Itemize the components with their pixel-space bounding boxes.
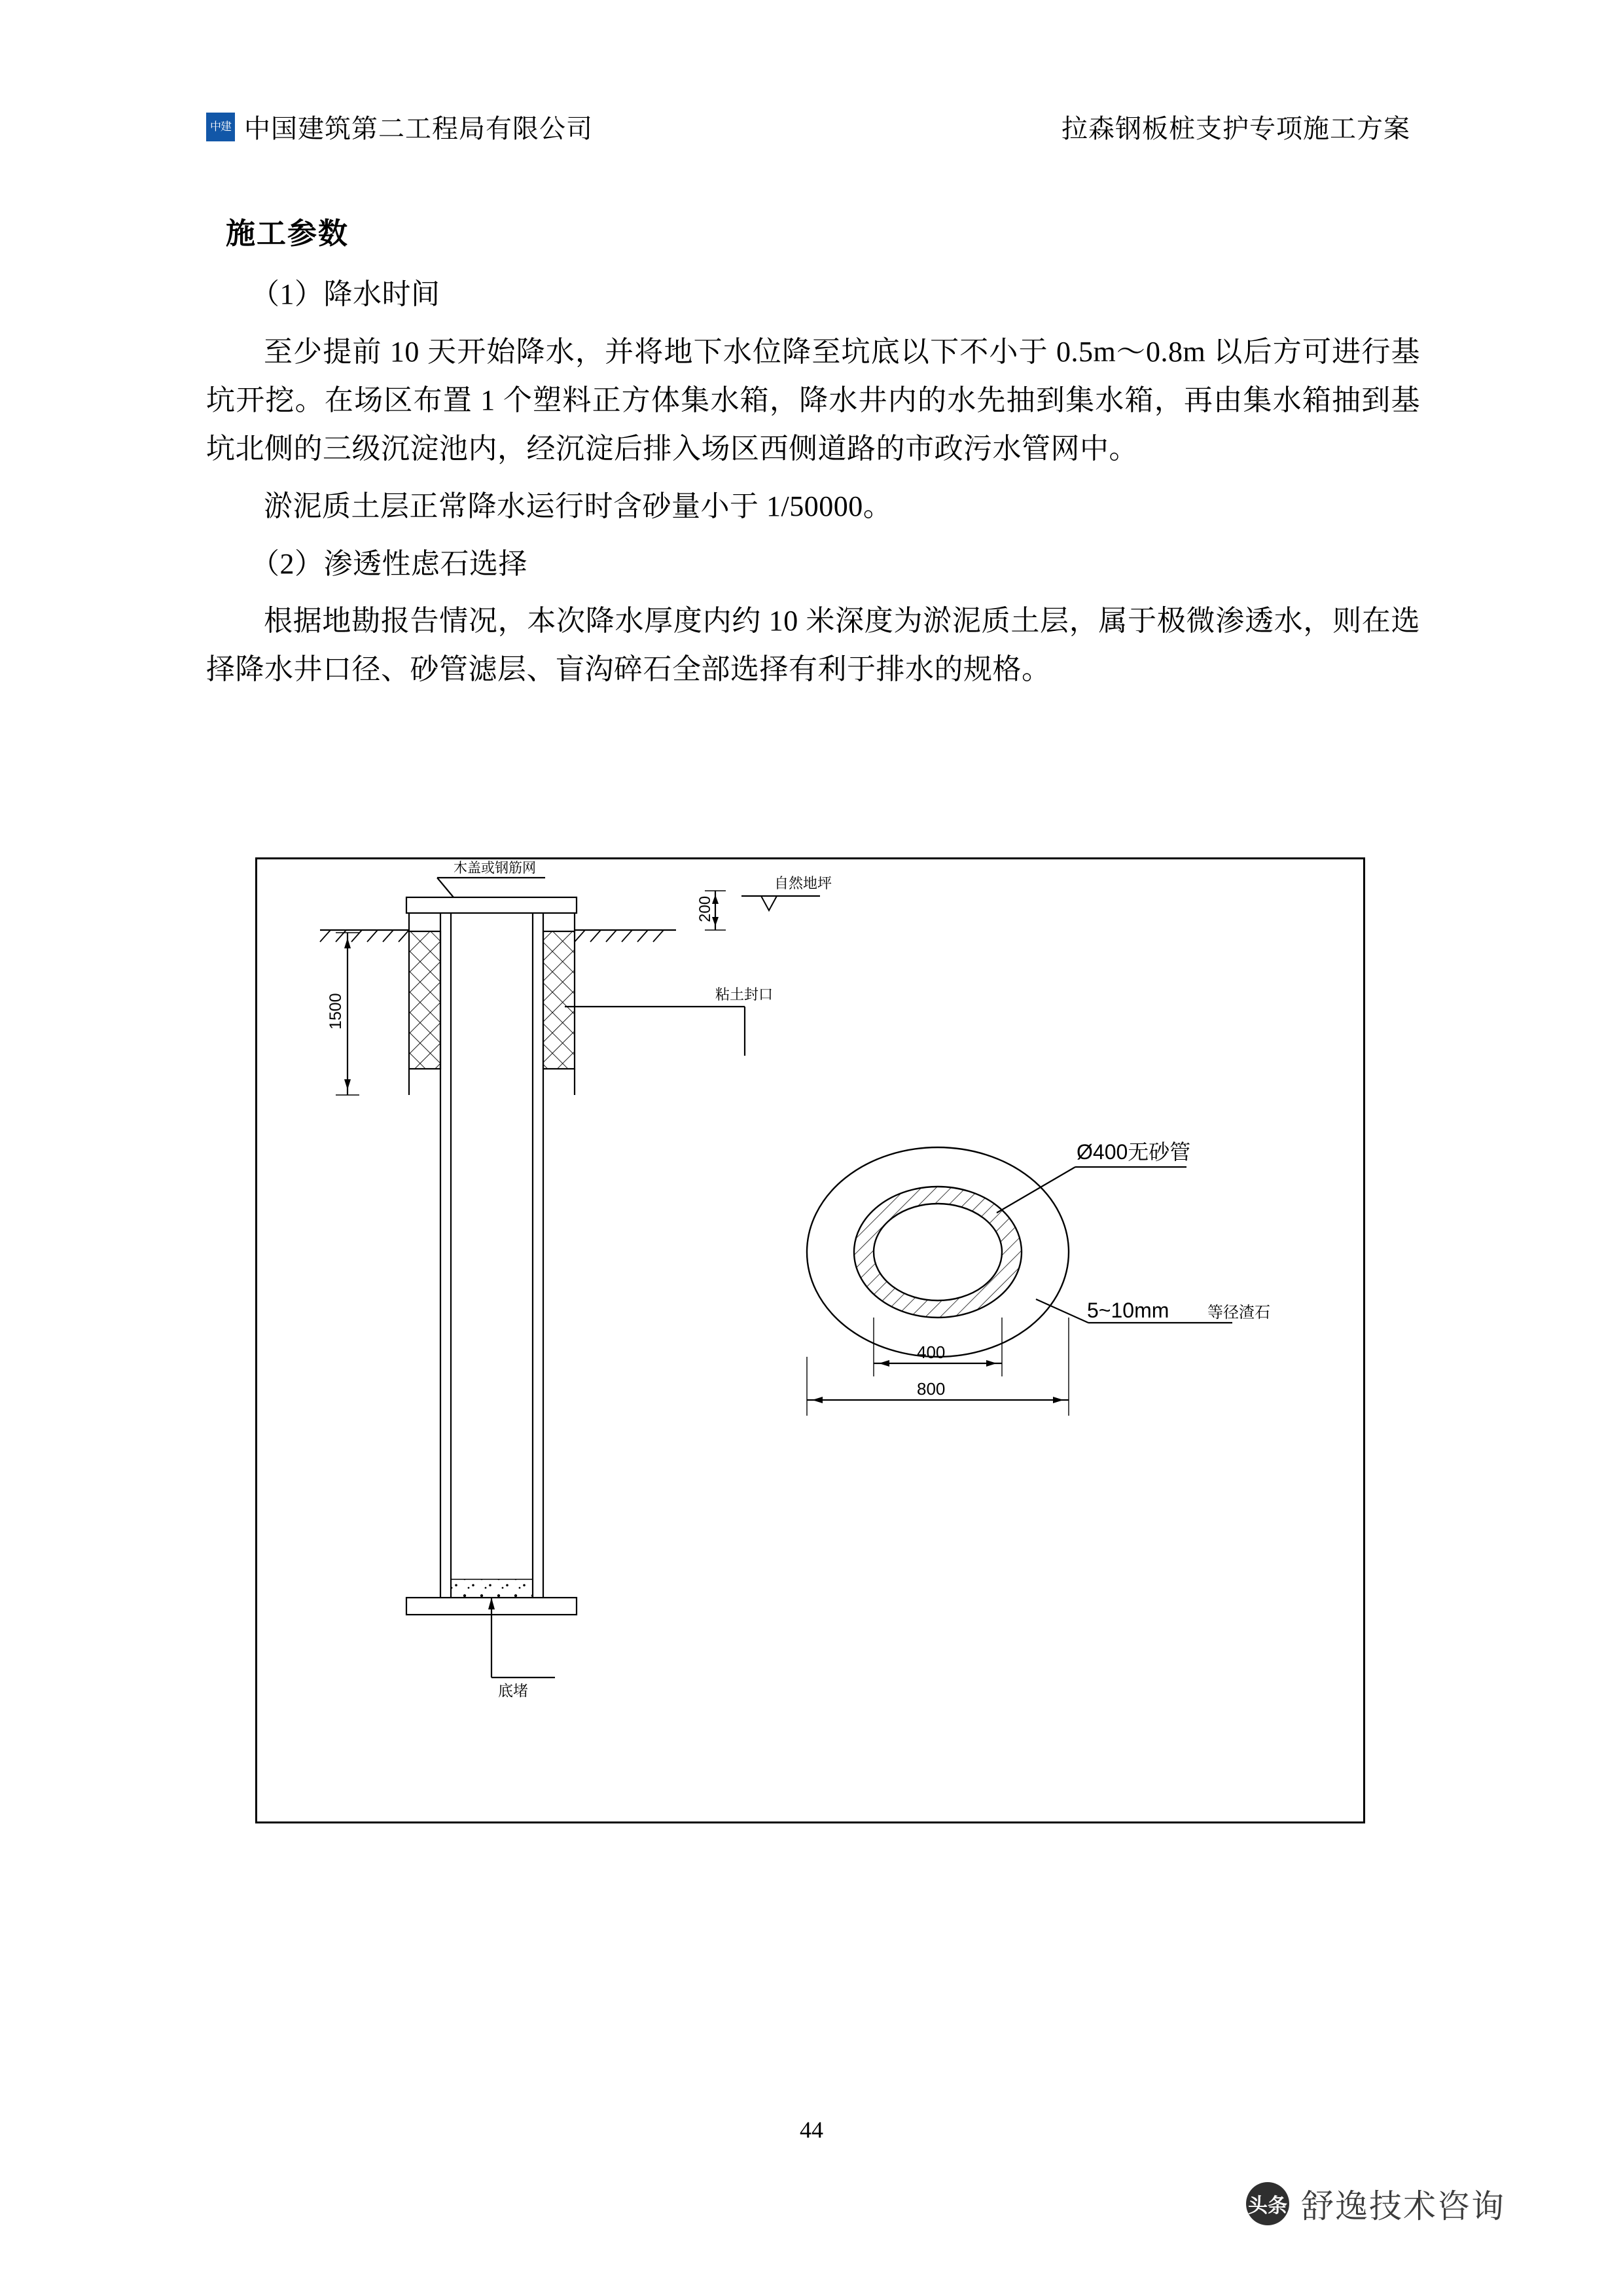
header-company-name: 中国建筑第二工程局有限公司: [244, 114, 593, 143]
figure-label-gravel-spec: 5~10mm: [1087, 1299, 1169, 1322]
figure-label-cover: 木盖或钢筋网: [454, 861, 536, 876]
page-number: 44: [800, 2117, 823, 2143]
watermark-logo-icon: 头条: [1246, 2182, 1289, 2225]
figure-dim-200: 200: [696, 895, 714, 922]
page-content: [206, 209, 1420, 703]
header-document-title: 拉森钢板桩支护专项施工方案: [1061, 114, 1410, 143]
figure-dim-800: 800: [917, 1379, 946, 1399]
figure-label-clay-seal: 粘土封口: [715, 986, 774, 1003]
figure-dim-1500: 1500: [327, 993, 345, 1030]
figure-label-bottom-plug: 底堵: [498, 1682, 528, 1699]
page-header: [206, 108, 1417, 145]
subsection-2-title: （2）渗透性虑石选择: [251, 547, 527, 580]
figure-dim-400: 400: [917, 1342, 946, 1362]
watermark-brand: 舒逸技术咨询: [1301, 2188, 1505, 2225]
dewatering-well-figure: [255, 857, 1365, 1823]
figure-label-gravel-spec-2: 等径渣石: [1207, 1304, 1270, 1321]
paragraph-2: 淤泥质土层正常降水运行时含砂量小于 1/50000。: [264, 490, 893, 522]
subsection-1-title: （1）降水时间: [251, 278, 440, 310]
company-logo-icon: 中建: [206, 113, 235, 141]
watermark: [1246, 2180, 1505, 2227]
figure-label-pipe-spec: Ø400无砂管: [1077, 1140, 1191, 1164]
paragraph-1: 至少提前 10 天开始降水，并将地下水位降至坑底以下不小于 0.5m～0.8m 以后方可进行基坑开挖。在场区布置 1 个塑料正方体集水箱，降水井内的水先抽到集水箱，再由集水箱抽到基坑北侧的三级沉淀池内，经沉淀后排入场区西侧道路的市政污水管网中。: [206, 335, 1420, 465]
figure-label-natural-ground: 自然地坪: [774, 875, 832, 891]
header-left-group: [206, 108, 593, 145]
section-title: 施工参数: [226, 217, 349, 250]
paragraph-3: 根据地勘报告情况，本次降水厚度内约 10 米深度为淤泥质土层，属于极微渗透水，则在选择降水井口径、砂管滤层、盲沟碎石全部选择有利于排水的规格。: [206, 605, 1420, 686]
